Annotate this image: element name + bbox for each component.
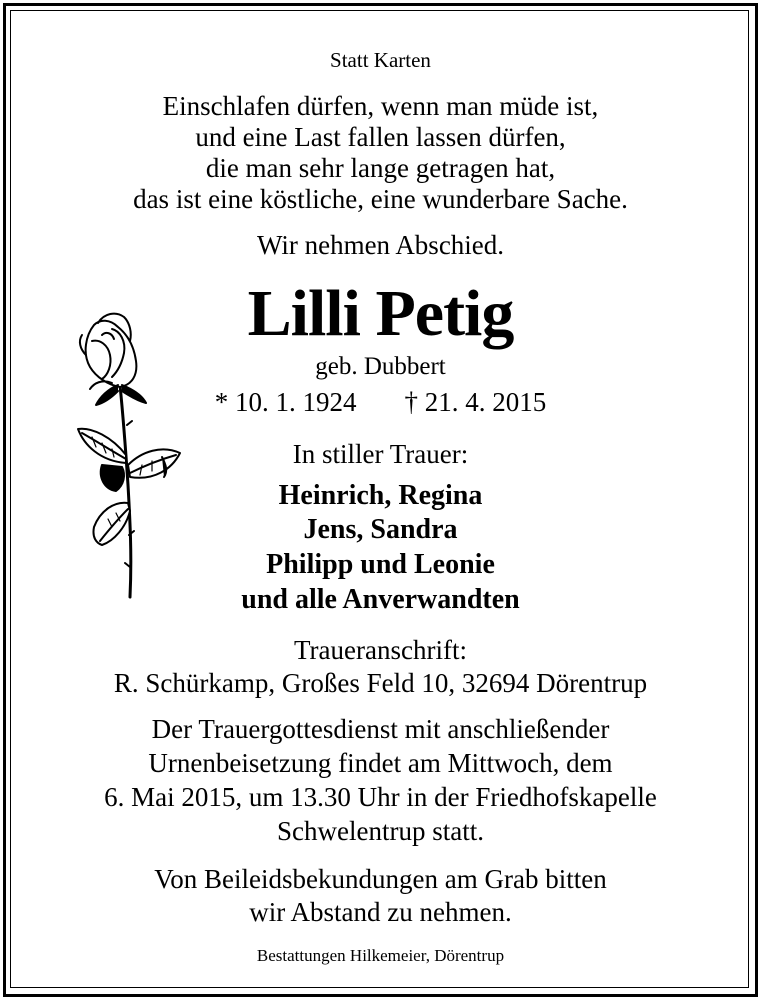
poem-line: Einschlafen dürfen, wenn man müde ist,: [162, 91, 599, 121]
service-line: Schwelentrup statt.: [277, 816, 484, 846]
condolence-line: Von Beileidsbekundungen am Grab bitten: [154, 864, 607, 894]
farewell-text: Wir nehmen Abschied.: [256, 230, 505, 260]
rose-icon: [72, 305, 187, 600]
address-label: Traueranschrift:: [294, 635, 467, 665]
service-line: Der Trauergottesdienst mit anschließender: [151, 714, 610, 744]
poem-line: und eine Last fallen lassen dürfen,: [195, 122, 566, 152]
header-text: Statt Karten: [330, 48, 431, 72]
mourner-name: und alle Anverwandten: [241, 584, 520, 615]
birth-date: * 10. 1. 1924: [214, 387, 357, 417]
condolence-line: wir Abstand zu nehmen.: [249, 897, 512, 927]
poem-line: die man sehr lange getragen hat,: [205, 153, 556, 183]
poem-line: das ist eine köstliche, eine wunderbare Sache.: [133, 184, 628, 214]
mourning-intro: In stiller Trauer:: [292, 439, 469, 469]
address-value: R. Schürkamp, Großes Feld 10, 32694 Dörentrup: [113, 668, 648, 698]
mourner-name: Philipp und Leonie: [266, 549, 495, 580]
mourner-name: Heinrich, Regina: [278, 480, 483, 511]
undertaker-text: Bestattungen Hilkemeier, Dörentrup: [256, 946, 505, 965]
death-date: † 21. 4. 2015: [404, 387, 547, 417]
service-line: 6. Mai 2015, um 13.30 Uhr in der Friedhofskapelle: [104, 782, 657, 812]
service-line: Urnenbeisetzung findet am Mittwoch, dem: [148, 748, 613, 778]
deceased-name: Lilli Petig: [247, 277, 514, 350]
mourner-name: Jens, Sandra: [303, 514, 458, 545]
maiden-name: geb. Dubbert: [315, 353, 446, 380]
